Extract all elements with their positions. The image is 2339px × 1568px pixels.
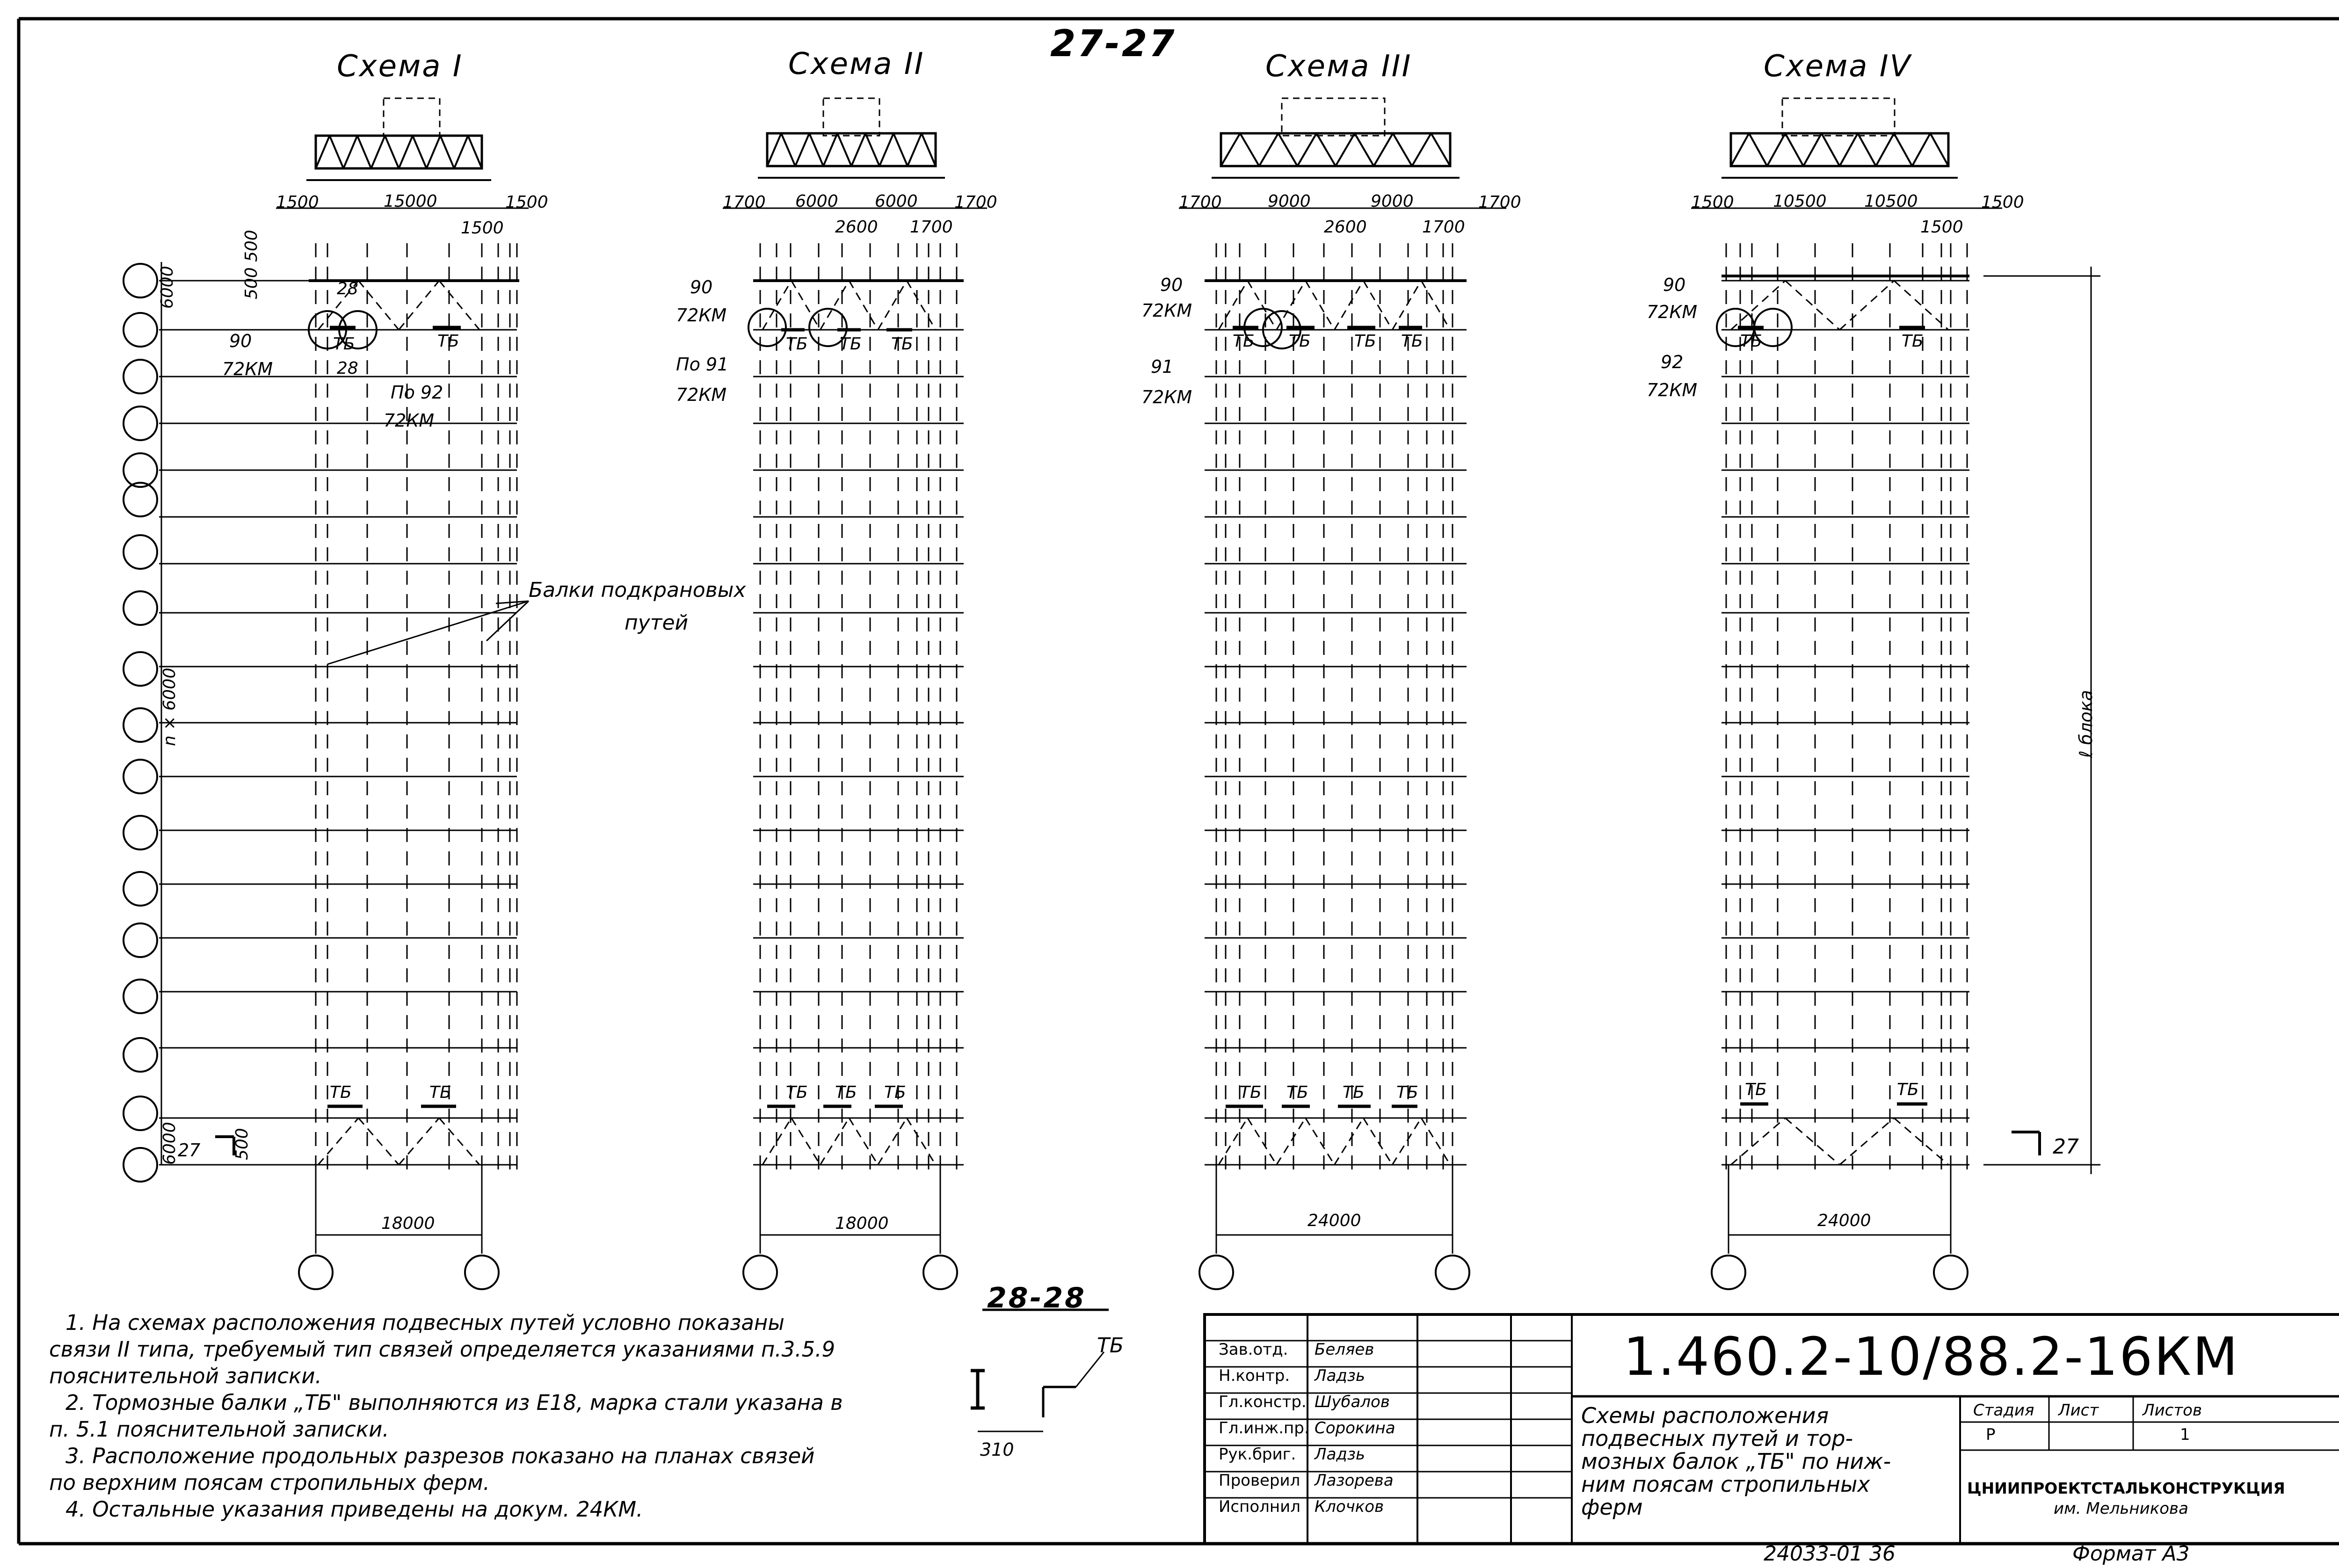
truss-s2-diag-4 — [809, 133, 823, 166]
s2-tb-top-2: ТБ — [840, 334, 862, 354]
lantern-1 — [384, 98, 440, 136]
s3-label-b2: 72КМ — [1141, 387, 1192, 407]
note-line-1: 1. На схемах расположения подвесных путей условно показаны — [65, 1310, 785, 1335]
dim-s3-mid1: 9000 — [1268, 192, 1311, 211]
s4-tb-top-1: ТБ — [1740, 332, 1762, 351]
truss-s3-diag-12 — [1431, 133, 1450, 166]
brace-top-s3-1 — [1219, 281, 1248, 330]
dim-left-top: 6000 — [158, 266, 177, 309]
stamp-role-1: Зав.отд. — [1219, 1340, 1288, 1359]
stamp-role-7: Исполнил — [1219, 1497, 1300, 1516]
s1-mark-tb: ТБ — [333, 334, 355, 354]
note-line-4: 2. Тормозные балки „ТБ" выполняются из Е18, марка стали указана в — [65, 1390, 843, 1415]
dim-s4-mid1: 10500 — [1773, 192, 1827, 211]
s4-label-b1: 72КМ — [1647, 302, 1698, 322]
brace-top-s4-2 — [1785, 281, 1839, 330]
column-marker-2a — [743, 1256, 777, 1289]
truss-s1-diag-11 — [454, 136, 468, 168]
s1-tb-bottom-1: ТБ — [330, 1083, 352, 1102]
brace-top-s3-5 — [1335, 281, 1364, 330]
truss-s4-diag-7 — [1840, 133, 1858, 166]
scheme-4-title: Схема IV — [1764, 49, 1912, 84]
s2-label-b1: 72КМ — [676, 305, 727, 326]
brace-top-s2-6 — [907, 281, 936, 330]
brace-bottom-s3-4 — [1306, 1118, 1335, 1165]
s3-tb-bottom-2: ТБ — [1286, 1083, 1308, 1102]
s3-tb-top-3: ТБ — [1354, 332, 1376, 351]
s3-tb-bottom-4: ТБ — [1396, 1083, 1418, 1102]
dim-left-500a: 500 — [242, 230, 261, 262]
scheme-3-title: Схема III — [1265, 49, 1412, 84]
s4-tb-top-2: ТБ — [1902, 332, 1924, 351]
note-line-5: п. 5.1 пояснительной записки. — [49, 1417, 389, 1442]
column-marker-3a — [1199, 1256, 1233, 1289]
column-marker-1b — [465, 1256, 499, 1289]
dim-left-500c: 500 — [232, 1128, 252, 1160]
s3-tb-top-4: ТБ — [1401, 332, 1423, 351]
note-line-7: по верхним поясам стропильных ферм. — [49, 1470, 490, 1495]
sheets-value: 1 — [2180, 1425, 2190, 1444]
dim-s2-below1: 2600 — [835, 218, 878, 237]
brace-bottom-s2-3 — [820, 1118, 849, 1165]
dim-left-500b: 500 — [242, 267, 261, 299]
brace-bottom-s4-4 — [1894, 1118, 1948, 1165]
truss-s4-diag-4 — [1785, 133, 1803, 166]
doc-title-2: подвесных путей и тор- — [1581, 1426, 1853, 1451]
truss-s1-diag-9 — [427, 136, 441, 168]
truss-s2-diag-7 — [851, 133, 865, 166]
s1-mark-28a: 28 — [337, 279, 358, 298]
brace-top-s3-4 — [1306, 281, 1335, 330]
brace-bottom-s4-3 — [1840, 1118, 1894, 1165]
truss-s3-diag-2 — [1240, 133, 1259, 166]
column-marker-4b — [1934, 1256, 1968, 1289]
lantern-4 — [1782, 98, 1895, 136]
brace-top-s4-4 — [1894, 281, 1948, 330]
s2-label-a2: По 91 — [676, 354, 729, 375]
s1-label-a2: По 92 — [391, 382, 443, 403]
brace-top-s2-5 — [878, 281, 907, 330]
s2-tb-bottom-1: ТБ — [786, 1083, 808, 1102]
dim-s2-mid1: 6000 — [795, 192, 838, 211]
truss-s1-diag-5 — [371, 136, 385, 168]
brace-bottom-s2-4 — [849, 1118, 878, 1165]
truss-s2-diag-5 — [823, 133, 837, 166]
s2-tb-top-1: ТБ — [786, 334, 808, 354]
cut-mark-left: 27 — [178, 1140, 201, 1161]
dim-s4-mid2: 10500 — [1864, 192, 1918, 211]
brace-bottom-s2-6 — [907, 1118, 936, 1165]
cut-mark-right: 27 — [2053, 1135, 2079, 1159]
scheme-1-title: Схема I — [337, 49, 463, 84]
brace-bottom-s3-1 — [1219, 1118, 1248, 1165]
truss-s1-diag-1 — [316, 136, 330, 168]
stamp-name-6: Лазорева — [1315, 1471, 1394, 1490]
s1-label-b2: 72КМ — [384, 410, 435, 431]
stamp-role-2: Н.контр. — [1219, 1366, 1290, 1385]
stamp-role-5: Рук.бриг. — [1219, 1445, 1296, 1464]
note-line-3: пояснительной записки. — [49, 1364, 322, 1388]
truss-s1-diag-3 — [343, 136, 357, 168]
axis-marker-10 — [123, 708, 157, 742]
note-line-6: 3. Расположение продольных разрезов показано на планах связей — [65, 1444, 815, 1468]
s2-label-b2: 72КМ — [676, 385, 727, 405]
dim-s2-below2: 1700 — [910, 218, 953, 237]
s1-tb-bottom-2: ТБ — [429, 1083, 451, 1102]
brace-top-s1-3 — [399, 281, 439, 330]
truss-s2-diag-10 — [893, 133, 908, 166]
axis-marker-4 — [123, 407, 157, 440]
column-marker-2b — [923, 1256, 957, 1289]
stamp-role-3: Гл.констр. — [1219, 1393, 1307, 1411]
sheet-header: Лист — [2058, 1401, 2099, 1420]
truss-s1-diag-10 — [440, 136, 454, 168]
s1-tb-top: ТБ — [437, 332, 459, 351]
dim-s1-below: 1500 — [461, 218, 504, 238]
brace-top-s3-6 — [1363, 281, 1392, 330]
brace-top-s4-3 — [1840, 281, 1894, 330]
truss-s3-diag-8 — [1355, 133, 1374, 166]
axis-marker-16 — [123, 1038, 157, 1072]
truss-s4-diag-3 — [1767, 133, 1786, 166]
axis-marker-15 — [123, 980, 157, 1013]
s2-tb-bottom-2: ТБ — [835, 1083, 857, 1102]
doc-title-3: мозных балок „ТБ" по ниж- — [1581, 1449, 1891, 1474]
dim-s4-below: 1500 — [1920, 218, 1963, 237]
axis-marker-13 — [123, 872, 157, 906]
s4-tb-bottom-1: ТБ — [1745, 1080, 1767, 1099]
axis-marker-9 — [123, 652, 157, 686]
s3-tb-bottom-3: ТБ — [1343, 1083, 1365, 1102]
brace-bottom-s3-7 — [1392, 1118, 1421, 1165]
doc-title-5: ферм — [1581, 1495, 1643, 1520]
crane-beam-label-1: Балки подкрановых — [529, 578, 746, 602]
dim-s3-left: 1700 — [1179, 193, 1222, 212]
s3-label-a2: 91 — [1151, 356, 1174, 377]
s3-tb-top-1: ТБ — [1233, 332, 1255, 351]
dim-s3-below1: 2600 — [1324, 218, 1367, 237]
organization-name: ЦНИИПРОЕКТСТАЛЬКОНСТРУКЦИЯ — [1967, 1479, 2285, 1497]
axis-marker-11 — [123, 760, 157, 793]
truss-s3-diag-9 — [1374, 133, 1393, 166]
s2-tb-bottom-3: ТБ — [884, 1083, 906, 1102]
s4-label-a2: 92 — [1661, 352, 1684, 372]
column-marker-1a — [299, 1256, 333, 1289]
brace-top-s3-2 — [1248, 281, 1277, 330]
s4-tb-bottom-2: ТБ — [1897, 1080, 1919, 1099]
truss-s1-diag-12 — [468, 136, 482, 168]
brace-bottom-s1-4 — [439, 1118, 479, 1165]
truss-s4-diag-1 — [1731, 133, 1749, 166]
block-length-dim: ℓ блока — [2076, 690, 2096, 758]
brace-bottom-s4-2 — [1785, 1118, 1839, 1165]
truss-s2-diag-6 — [837, 133, 851, 166]
lantern-2 — [823, 98, 879, 136]
truss-s3-diag-7 — [1336, 133, 1355, 166]
truss-s4-diag-2 — [1749, 133, 1767, 166]
doc-title-1: Схемы расположения — [1581, 1403, 1829, 1428]
dim-s3-mid2: 9000 — [1371, 192, 1414, 211]
truss-s2-diag-1 — [767, 133, 781, 166]
axis-marker-3 — [123, 360, 157, 393]
truss-s1-diag-7 — [399, 136, 413, 168]
axis-marker-2 — [123, 313, 157, 347]
brace-top-s2-3 — [820, 281, 849, 330]
brace-bottom-s1-3 — [399, 1118, 439, 1165]
truss-s4-diag-10 — [1894, 133, 1912, 166]
dim-s4-left: 1500 — [1691, 193, 1734, 212]
dim-s3-right: 1700 — [1478, 193, 1521, 212]
crane-beam-label-2: путей — [625, 611, 689, 635]
doc-title-4: ним поясам стропильных — [1581, 1472, 1870, 1497]
stamp-name-2: Ладзь — [1315, 1366, 1366, 1385]
brace-top-s1-4 — [439, 281, 479, 330]
axis-marker-7 — [123, 535, 157, 569]
s2-tb-top-3: ТБ — [891, 334, 913, 354]
truss-s4-diag-12 — [1930, 133, 1948, 166]
s3-label-b1: 72КМ — [1141, 300, 1192, 321]
truss-s2-diag-11 — [908, 133, 922, 166]
truss-s3-diag-5 — [1297, 133, 1316, 166]
stamp-name-5: Ладзь — [1315, 1445, 1366, 1464]
dim-left-mid: n × 6000 — [160, 668, 179, 746]
truss-s1-diag-8 — [413, 136, 427, 168]
dim-s3-below2: 1700 — [1422, 218, 1465, 237]
brace-bottom-s3-6 — [1363, 1118, 1392, 1165]
axis-marker-18 — [123, 1148, 157, 1182]
truss-s1-diag-4 — [357, 136, 371, 168]
brace-bottom-s3-2 — [1248, 1118, 1277, 1165]
dim-s2-mid2: 6000 — [875, 192, 918, 211]
truss-s3-diag-11 — [1412, 133, 1431, 166]
truss-s1-diag-6 — [385, 136, 399, 168]
brace-bottom-s1-1 — [318, 1118, 358, 1165]
note-line-2: связи II типа, требуемый тип связей определяется указаниями п.3.5.9 — [49, 1337, 835, 1362]
s2-label-a1: 90 — [690, 277, 713, 298]
truss-s3-diag-6 — [1316, 133, 1336, 166]
note-line-8: 4. Остальные указания приведены на докум. 24КМ. — [65, 1497, 643, 1522]
axis-marker-12 — [123, 816, 157, 849]
footer-code: 24033-01 36 — [1764, 1542, 1896, 1566]
brace-top-s2-2 — [792, 281, 821, 330]
truss-s2-diag-2 — [781, 133, 795, 166]
brace-top-s3-8 — [1421, 281, 1450, 330]
truss-s1-diag-2 — [330, 136, 344, 168]
dim-s1-left: 1500 — [276, 193, 319, 212]
brace-top-s3-7 — [1392, 281, 1421, 330]
truss-s3-diag-1 — [1221, 133, 1240, 166]
brace-bottom-s2-5 — [878, 1118, 907, 1165]
span-s3: 24000 — [1308, 1211, 1361, 1230]
stamp-role-6: Проверил — [1219, 1471, 1300, 1490]
truss-s3-diag-4 — [1278, 133, 1298, 166]
brace-top-s1-2 — [358, 281, 399, 330]
sheets-header: Листов — [2143, 1401, 2202, 1420]
truss-s2-diag-12 — [922, 133, 936, 166]
dim-s2-right: 1700 — [954, 193, 997, 212]
span-s1: 18000 — [381, 1214, 435, 1233]
truss-s4-diag-9 — [1876, 133, 1894, 166]
axis-marker-14 — [123, 923, 157, 957]
scheme-2-title: Схема II — [788, 47, 925, 81]
axis-marker-17 — [123, 1096, 157, 1130]
dim-left-bottom: 6000 — [160, 1122, 179, 1165]
axis-marker-1 — [123, 264, 157, 298]
organization-subname: им. Мельникова — [2054, 1499, 2188, 1518]
truss-s4-diag-11 — [1912, 133, 1931, 166]
footer-format: Формат А3 — [2072, 1542, 2190, 1566]
truss-s4-diag-5 — [1803, 133, 1822, 166]
stage-header: Стадия — [1973, 1401, 2034, 1420]
axis-marker-8 — [123, 591, 157, 625]
column-marker-4a — [1712, 1256, 1745, 1289]
detail-circle-3 — [748, 309, 786, 346]
document-code: 1.460.2-10/88.2-16КМ — [1623, 1327, 2239, 1387]
truss-s2-diag-3 — [795, 133, 809, 166]
s3-label-a1: 90 — [1160, 275, 1183, 295]
brace-bottom-s3-5 — [1335, 1118, 1364, 1165]
section-mark-28-28: 28-28 — [987, 1282, 1086, 1314]
brace-bottom-s2-2 — [792, 1118, 821, 1165]
lantern-3 — [1282, 98, 1385, 136]
truss-s4-diag-8 — [1858, 133, 1876, 166]
s1-mark-28b: 28 — [337, 359, 358, 378]
brace-bottom-s1-2 — [358, 1118, 399, 1165]
truss-s4-diag-6 — [1822, 133, 1840, 166]
s4-label-a1: 90 — [1663, 275, 1686, 295]
stamp-name-3: Шубалов — [1315, 1393, 1390, 1411]
section-28-tb: ТБ — [1097, 1334, 1124, 1357]
s3-tb-bottom-1: ТБ — [1240, 1083, 1262, 1102]
dim-s1-mid: 15000 — [384, 192, 437, 211]
s1-label-b1: 72КМ — [222, 359, 273, 379]
dim-s2-left: 1700 — [723, 193, 766, 212]
stamp-name-1: Беляев — [1315, 1340, 1374, 1359]
stamp-role-4: Гл.инж.пр. — [1219, 1419, 1309, 1437]
brace-bottom-s3-3 — [1277, 1118, 1306, 1165]
s1-label-a1: 90 — [229, 331, 252, 351]
truss-s3-diag-10 — [1393, 133, 1412, 166]
truss-s2-diag-8 — [865, 133, 879, 166]
span-s4: 24000 — [1817, 1211, 1871, 1230]
dim-s1-right: 1500 — [505, 193, 548, 212]
s4-label-b2: 72КМ — [1647, 380, 1698, 400]
column-marker-3b — [1436, 1256, 1469, 1289]
brace-top-s2-4 — [849, 281, 878, 330]
span-s2: 18000 — [835, 1214, 889, 1233]
brace-bottom-s3-8 — [1421, 1118, 1450, 1165]
stage-value: Р — [1986, 1425, 1996, 1444]
section-mark-27-27: 27-27 — [1050, 23, 1177, 65]
stamp-name-7: Клочков — [1315, 1497, 1384, 1516]
stamp-name-4: Сорокина — [1315, 1419, 1395, 1437]
dim-s4-right: 1500 — [1981, 193, 2024, 212]
truss-s3-diag-3 — [1259, 133, 1278, 166]
truss-s2-diag-9 — [879, 133, 893, 166]
section-28-dim: 310 — [980, 1439, 1014, 1460]
s3-tb-top-2: ТБ — [1289, 332, 1311, 351]
